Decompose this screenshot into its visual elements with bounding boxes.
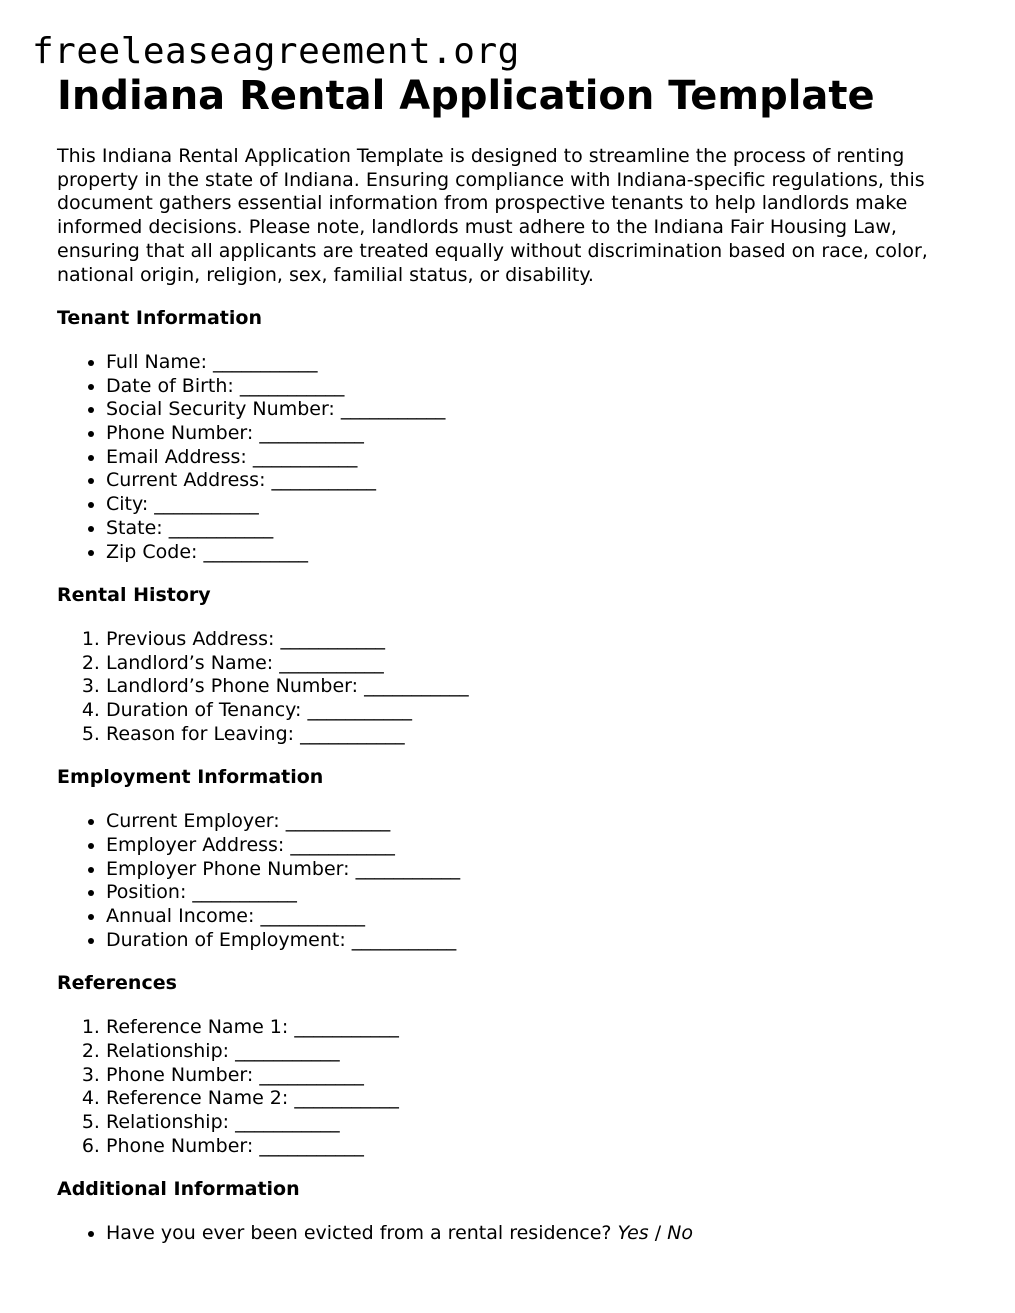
list-item: • Date of Birth: ___________: [106, 375, 972, 399]
list-item: • City: ___________: [106, 493, 972, 517]
list-item: • Social Security Number: ___________: [106, 398, 972, 422]
list-item: 5. Reason for Leaving: ___________: [106, 723, 972, 747]
document-title: Indiana Rental Application Template: [57, 73, 875, 119]
list-item: 4. Reference Name 2: ___________: [106, 1087, 972, 1111]
answer-yes: Yes: [617, 1222, 649, 1245]
list-item: • Duration of Employment: ___________: [106, 929, 972, 953]
list-item: • Employer Address: ___________: [106, 834, 972, 858]
list-item: 1. Reference Name 1: ___________: [106, 1016, 972, 1040]
employment-information-list: [57, 810, 972, 952]
answer-separator: /: [654, 1222, 662, 1245]
references-list: [57, 1016, 972, 1158]
list-item: 5. Relationship: ___________: [106, 1111, 972, 1135]
list-item: • Full Name: ___________: [106, 351, 972, 375]
eviction-question-item: [106, 1222, 972, 1246]
tenant-information-heading: Tenant Information: [57, 307, 262, 330]
list-item: • Current Address: ___________: [106, 469, 972, 493]
rental-history-heading: Rental History: [57, 584, 211, 607]
additional-information-heading: Additional Information: [57, 1178, 300, 1201]
additional-information-list: [57, 1222, 972, 1246]
list-item: • Zip Code: ___________: [106, 541, 972, 565]
list-item: • State: ___________: [106, 517, 972, 541]
intro-paragraph: This Indiana Rental Application Template is designed to streamline the process of renting property in the state of Indiana. Ensuring compliance with Indiana-specific regulations, this document gathers essential information from prospective tenants to help landlords make informed decisions. Please note, landlords must adhere to the Indiana Fair Housing Law, ensuring that all applicants are treated equally without discrimination based on race, color, national origin, religion, sex, familial status, or disability.: [57, 145, 928, 286]
list-item: 6. Phone Number: ___________: [106, 1135, 972, 1159]
site-url-header: freeleaseagreement.org: [32, 31, 520, 72]
references-heading: References: [57, 972, 177, 995]
answer-no: No: [667, 1222, 693, 1245]
list-item: • Annual Income: ___________: [106, 905, 972, 929]
list-item: 2. Relationship: ___________: [106, 1040, 972, 1064]
list-item: 4. Duration of Tenancy: ___________: [106, 699, 972, 723]
list-item: • Phone Number: ___________: [106, 422, 972, 446]
rental-history-list: [57, 628, 972, 747]
list-item: • Employer Phone Number: ___________: [106, 858, 972, 882]
list-item: 3. Landlord’s Phone Number: ___________: [106, 675, 972, 699]
list-item: 1. Previous Address: ___________: [106, 628, 972, 652]
list-item: 3. Phone Number: ___________: [106, 1064, 972, 1088]
eviction-question-text: Have you ever been evicted from a rental residence?: [106, 1222, 612, 1245]
list-item: 2. Landlord’s Name: ___________: [106, 652, 972, 676]
list-item: • Current Employer: ___________: [106, 810, 972, 834]
list-item: • Position: ___________: [106, 881, 972, 905]
document-body: [57, 145, 972, 1266]
list-item: • Email Address: ___________: [106, 446, 972, 470]
tenant-information-list: [57, 351, 972, 564]
employment-information-heading: Employment Information: [57, 766, 324, 789]
